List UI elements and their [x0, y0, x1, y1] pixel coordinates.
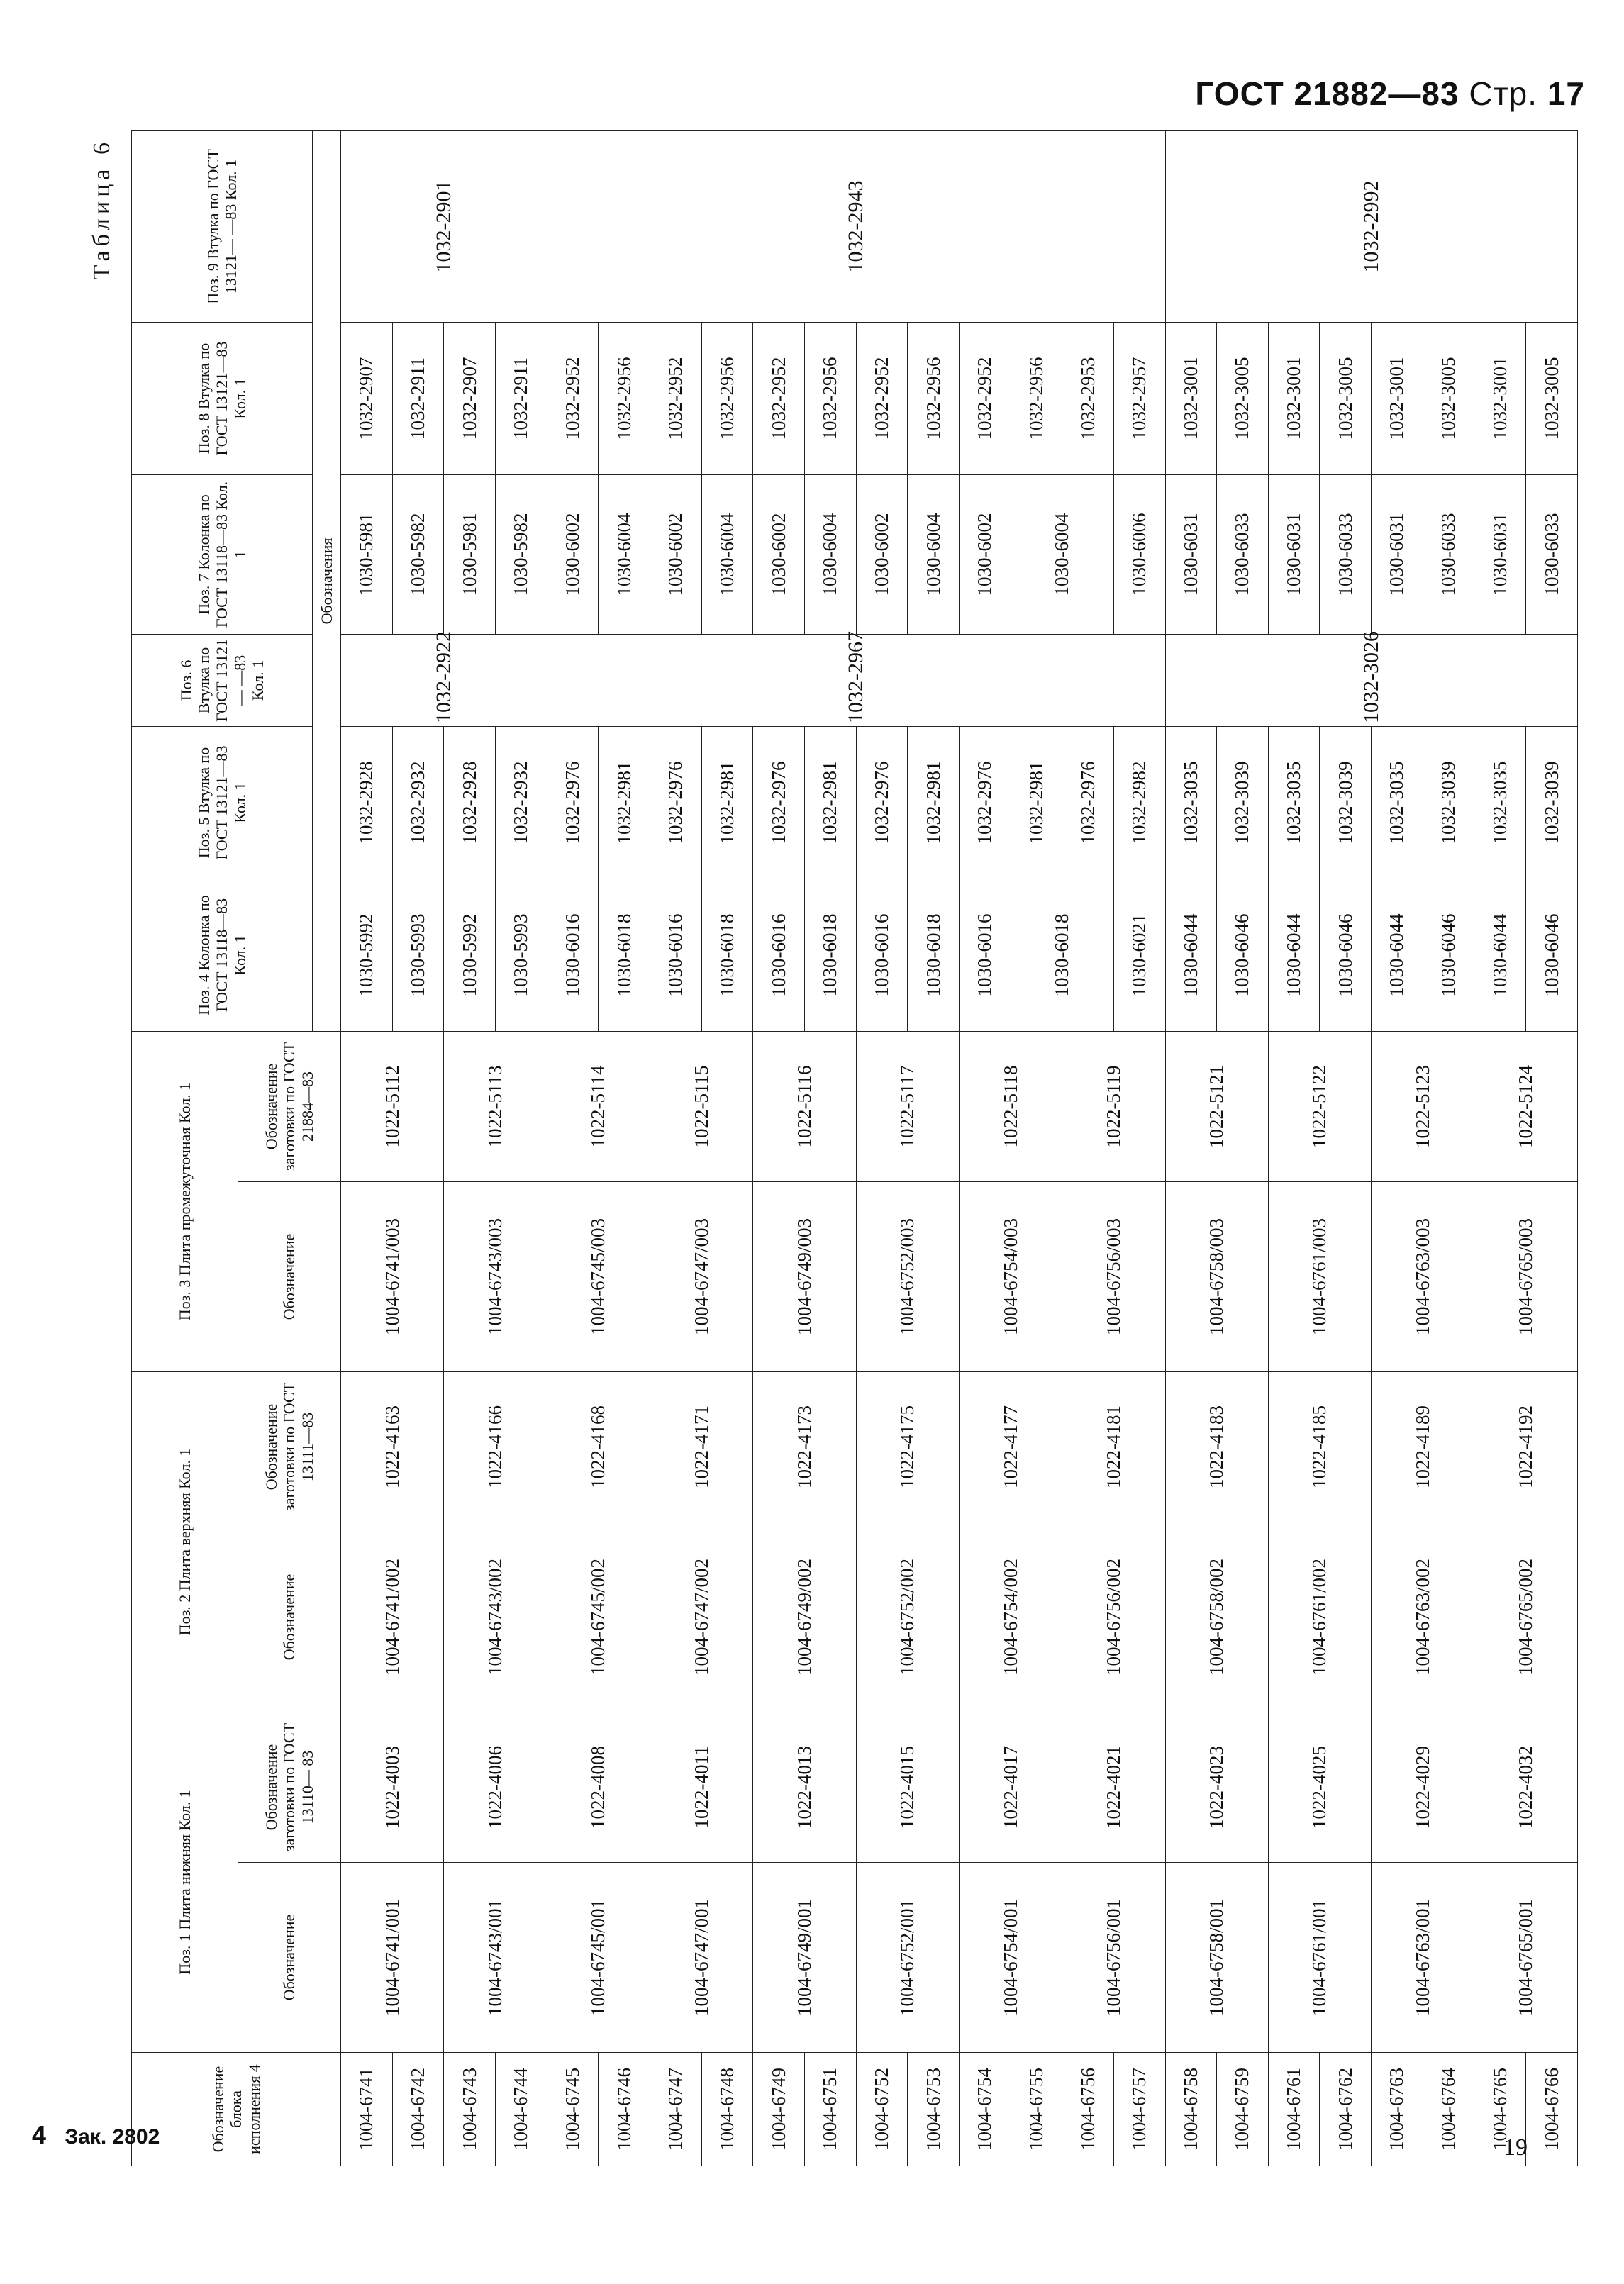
poz4-cell: 1030-6018	[1011, 879, 1113, 1031]
block-cell: 1004-6754	[959, 2053, 1011, 2166]
poz3-blank-cell: 1022-5117	[856, 1031, 959, 1181]
poz5-cell: 1032-2976	[650, 726, 701, 879]
poz1-blank-cell: 1022-4011	[650, 1712, 752, 1862]
poz4-cell: 1030-6044	[1372, 879, 1423, 1031]
poz2-designation-cell: 1004-6763/002	[1372, 1522, 1474, 1712]
poz4-cell: 1030-5992	[341, 879, 393, 1031]
table-row	[1062, 130, 1114, 2166]
poz2-designation-cell: 1004-6758/002	[1165, 1522, 1268, 1712]
poz2-blank-cell: 1022-4171	[650, 1371, 752, 1522]
poz3-designation-cell: 1004-6752/003	[856, 1181, 959, 1371]
poz1-blank-cell: 1022-4003	[341, 1712, 444, 1862]
poz1-designation-cell: 1004-6749/001	[753, 1863, 856, 2053]
poz4-cell: 1030-6018	[908, 879, 960, 1031]
poz3-designation-cell: 1004-6743/003	[444, 1181, 547, 1371]
poz2-blank-cell: 1022-4192	[1474, 1371, 1578, 1522]
rotated-page-content	[89, 131, 1585, 2166]
poz1-designation-cell: 1004-6763/001	[1372, 1863, 1474, 2053]
poz3-designation-cell: 1004-6749/003	[753, 1181, 856, 1371]
poz8-cell: 1032-2907	[444, 322, 496, 474]
poz8-cell: 1032-2956	[908, 322, 960, 474]
poz7-cell: 1030-6031	[1268, 474, 1320, 634]
poz2-blank-cell: 1022-4173	[753, 1371, 856, 1522]
block-cell: 1004-6759	[1217, 2053, 1269, 2166]
specification-table	[131, 130, 1578, 2166]
block-cell: 1004-6747	[650, 2053, 701, 2166]
poz1-blank-cell: 1022-4013	[753, 1712, 856, 1862]
poz8-cell: 1032-3005	[1320, 322, 1372, 474]
header-poz7: Поз. 7 Колонка по ГОСТ 13118—83 Кол. 1	[132, 474, 313, 634]
poz3-designation-cell: 1004-6758/003	[1165, 1181, 1268, 1371]
block-cell: 1004-6757	[1113, 2053, 1165, 2166]
poz2-designation-cell: 1004-6741/002	[341, 1522, 444, 1712]
poz8-cell: 1032-3005	[1217, 322, 1269, 474]
table-row	[341, 130, 393, 2166]
poz7-cell: 1030-5981	[444, 474, 496, 634]
header-poz2: Поз. 2 Плита верхняя Кол. 1	[132, 1371, 238, 1712]
block-cell: 1004-6763	[1372, 2053, 1423, 2166]
poz7-cell: 1030-6004	[1011, 474, 1113, 634]
poz7-cell: 1030-6033	[1217, 474, 1269, 634]
poz5-cell: 1032-3035	[1268, 726, 1320, 879]
header-poz3: Поз. 3 Плита промежуточная Кол. 1	[132, 1031, 238, 1371]
poz1-designation-cell: 1004-6761/001	[1268, 1863, 1371, 2053]
block-cell: 1004-6749	[753, 2053, 805, 2166]
block-cell: 1004-6766	[1526, 2053, 1578, 2166]
poz4-cell: 1030-6016	[650, 879, 701, 1031]
poz8-cell: 1032-2952	[547, 322, 599, 474]
header-poz1-designation: Обозначение	[238, 1863, 341, 2053]
poz4-cell: 1030-5993	[495, 879, 547, 1031]
poz8-cell: 1032-2956	[599, 322, 650, 474]
poz8-cell: 1032-2953	[1062, 322, 1114, 474]
poz7-cell: 1030-6006	[1113, 474, 1165, 634]
poz8-cell: 1032-3005	[1423, 322, 1474, 474]
poz1-designation-cell: 1004-6756/001	[1062, 1863, 1165, 2053]
poz3-blank-cell: 1022-5119	[1062, 1031, 1165, 1181]
poz2-designation-cell: 1004-6765/002	[1474, 1522, 1578, 1712]
poz1-blank-cell: 1022-4032	[1474, 1712, 1578, 1862]
poz5-cell: 1032-2928	[444, 726, 496, 879]
poz3-blank-cell: 1022-5112	[341, 1031, 444, 1181]
poz7-cell: 1030-6033	[1526, 474, 1578, 634]
poz3-blank-cell: 1022-5123	[1372, 1031, 1474, 1181]
poz7-cell: 1030-6004	[701, 474, 753, 634]
poz2-blank-cell: 1022-4189	[1372, 1371, 1474, 1522]
poz3-designation-cell: 1004-6745/003	[547, 1181, 650, 1371]
table-row	[1165, 130, 1217, 2166]
table-row	[753, 130, 805, 2166]
poz8-cell: 1032-2907	[341, 322, 393, 474]
poz7-cell: 1030-6004	[804, 474, 856, 634]
poz7-cell: 1030-6002	[753, 474, 805, 634]
poz5-cell: 1032-2981	[599, 726, 650, 879]
block-cell: 1004-6762	[1320, 2053, 1372, 2166]
poz6-merged-cell: 1032-2967	[547, 634, 1165, 726]
poz1-blank-cell: 1022-4006	[444, 1712, 547, 1862]
poz7-cell: 1030-6033	[1423, 474, 1474, 634]
poz3-blank-cell: 1022-5114	[547, 1031, 650, 1181]
poz2-designation-cell: 1004-6754/002	[959, 1522, 1062, 1712]
poz8-cell: 1032-3001	[1474, 322, 1526, 474]
poz5-cell: 1032-3039	[1423, 726, 1474, 879]
poz1-blank-cell: 1022-4029	[1372, 1712, 1474, 1862]
block-cell: 1004-6742	[392, 2053, 444, 2166]
table-row	[547, 130, 599, 2166]
header-poz5: Поз. 5 Втулка по ГОСТ 13121—83 Кол. 1	[132, 726, 313, 879]
header-block: Обозначение блока исполнения 4	[132, 2053, 341, 2166]
poz1-blank-cell: 1022-4023	[1165, 1712, 1268, 1862]
poz1-blank-cell: 1022-4025	[1268, 1712, 1371, 1862]
poz8-cell: 1032-2952	[856, 322, 908, 474]
poz7-cell: 1030-6031	[1165, 474, 1217, 634]
poz4-cell: 1030-6046	[1320, 879, 1372, 1031]
poz4-cell: 1030-6021	[1113, 879, 1165, 1031]
poz1-designation-cell: 1004-6743/001	[444, 1863, 547, 2053]
poz7-cell: 1030-6002	[650, 474, 701, 634]
poz3-designation-cell: 1004-6763/003	[1372, 1181, 1474, 1371]
poz5-cell: 1032-3039	[1526, 726, 1578, 879]
poz3-blank-cell: 1022-5115	[650, 1031, 752, 1181]
poz2-blank-cell: 1022-4163	[341, 1371, 444, 1522]
block-cell: 1004-6761	[1268, 2053, 1320, 2166]
header-poz4: Поз. 4 Колонка по ГОСТ 13118—83 Кол. 1	[132, 879, 313, 1031]
poz4-cell: 1030-6016	[959, 879, 1011, 1031]
poz9-merged-cell: 1032-2992	[1165, 130, 1578, 322]
poz2-blank-cell: 1022-4181	[1062, 1371, 1165, 1522]
header-poz6: Поз. 6 Втулка по ГОСТ 13121— —83 Кол. 1	[132, 634, 313, 726]
block-cell: 1004-6745	[547, 2053, 599, 2166]
footer-order: Зак. 2802	[65, 2125, 160, 2149]
poz4-cell: 1030-6018	[599, 879, 650, 1031]
poz4-cell: 1030-6018	[701, 879, 753, 1031]
poz4-cell: 1030-6044	[1474, 879, 1526, 1031]
poz4-cell: 1030-6046	[1423, 879, 1474, 1031]
block-cell: 1004-6751	[804, 2053, 856, 2166]
poz2-designation-cell: 1004-6747/002	[650, 1522, 752, 1712]
poz5-cell: 1032-3039	[1320, 726, 1372, 879]
poz9-merged-cell: 1032-2943	[547, 130, 1165, 322]
poz5-cell: 1032-2976	[1062, 726, 1114, 879]
table-row	[1268, 130, 1320, 2166]
page-label: Стр.	[1469, 75, 1538, 112]
table-row	[1372, 130, 1423, 2166]
header-designations-group: Обозначения	[313, 130, 341, 1031]
footer-sheet-number: 4	[32, 2120, 47, 2149]
table-row	[856, 130, 908, 2166]
poz3-designation-cell: 1004-6756/003	[1062, 1181, 1165, 1371]
poz3-blank-cell: 1022-5118	[959, 1031, 1062, 1181]
rotated-table-area	[89, 131, 1585, 2166]
header-poz3-designation: Обозначение	[238, 1181, 341, 1371]
poz5-cell: 1032-2928	[341, 726, 393, 879]
poz7-cell: 1030-6004	[599, 474, 650, 634]
poz2-blank-cell: 1022-4166	[444, 1371, 547, 1522]
table-body	[341, 130, 1578, 2166]
poz7-cell: 1030-6004	[908, 474, 960, 634]
block-cell: 1004-6758	[1165, 2053, 1217, 2166]
poz4-cell: 1030-5992	[444, 879, 496, 1031]
poz7-cell: 1030-5982	[495, 474, 547, 634]
poz2-designation-cell: 1004-6752/002	[856, 1522, 959, 1712]
poz8-cell: 1032-2957	[1113, 322, 1165, 474]
poz7-cell: 1030-6002	[959, 474, 1011, 634]
poz6-merged-cell: 1032-3026	[1165, 634, 1578, 726]
poz7-cell: 1030-5982	[392, 474, 444, 634]
poz1-blank-cell: 1022-4021	[1062, 1712, 1165, 1862]
poz4-cell: 1030-6044	[1165, 879, 1217, 1031]
poz7-cell: 1030-6031	[1474, 474, 1526, 634]
block-cell: 1004-6741	[341, 2053, 393, 2166]
poz5-cell: 1032-2981	[701, 726, 753, 879]
poz8-cell: 1032-2952	[753, 322, 805, 474]
poz8-cell: 1032-3001	[1372, 322, 1423, 474]
table-row	[650, 130, 701, 2166]
poz4-cell: 1030-6016	[856, 879, 908, 1031]
header-poz2-blank: Обозначение заготовки по ГОСТ 13111—83	[238, 1371, 341, 1522]
poz5-cell: 1032-3035	[1165, 726, 1217, 879]
poz3-blank-cell: 1022-5124	[1474, 1031, 1578, 1181]
header-poz2-designation: Обозначение	[238, 1522, 341, 1712]
poz8-cell: 1032-2952	[959, 322, 1011, 474]
table-row	[1474, 130, 1526, 2166]
page-number: 17	[1547, 75, 1585, 112]
poz5-cell: 1032-2932	[495, 726, 547, 879]
poz5-cell: 1032-3035	[1474, 726, 1526, 879]
poz1-designation-cell: 1004-6765/001	[1474, 1863, 1578, 2053]
poz5-cell: 1032-2976	[856, 726, 908, 879]
table-row	[444, 130, 496, 2166]
footer-left	[32, 2120, 160, 2150]
poz1-blank-cell: 1022-4015	[856, 1712, 959, 1862]
poz8-cell: 1032-3001	[1268, 322, 1320, 474]
poz2-blank-cell: 1022-4183	[1165, 1371, 1268, 1522]
poz7-cell: 1030-5981	[341, 474, 393, 634]
poz7-cell: 1030-6031	[1372, 474, 1423, 634]
poz5-cell: 1032-2981	[804, 726, 856, 879]
poz6-merged-cell: 1032-2922	[341, 634, 547, 726]
poz8-cell: 1032-2911	[392, 322, 444, 474]
poz4-cell: 1030-6044	[1268, 879, 1320, 1031]
header-poz9: Поз. 9 Втулка по ГОСТ 13121— —83 Кол. 1	[132, 130, 313, 322]
poz5-cell: 1032-2932	[392, 726, 444, 879]
header-poz1-blank: Обозначение заготовки по ГОСТ 13110— 83	[238, 1712, 341, 1862]
block-cell: 1004-6744	[495, 2053, 547, 2166]
poz1-blank-cell: 1022-4017	[959, 1712, 1062, 1862]
poz1-designation-cell: 1004-6752/001	[856, 1863, 959, 2053]
poz4-cell: 1030-5993	[392, 879, 444, 1031]
poz3-designation-cell: 1004-6747/003	[650, 1181, 752, 1371]
block-cell: 1004-6746	[599, 2053, 650, 2166]
poz8-cell: 1032-2911	[495, 322, 547, 474]
poz8-cell: 1032-2956	[701, 322, 753, 474]
poz3-designation-cell: 1004-6754/003	[959, 1181, 1062, 1371]
block-cell: 1004-6765	[1474, 2053, 1526, 2166]
poz8-cell: 1032-3001	[1165, 322, 1217, 474]
table-row	[959, 130, 1011, 2166]
poz5-cell: 1032-2976	[959, 726, 1011, 879]
poz3-designation-cell: 1004-6741/003	[341, 1181, 444, 1371]
footer-page-number: 19	[1503, 2134, 1528, 2161]
poz3-designation-cell: 1004-6765/003	[1474, 1181, 1578, 1371]
poz5-cell: 1032-2981	[908, 726, 960, 879]
poz3-blank-cell: 1022-5122	[1268, 1031, 1371, 1181]
block-cell: 1004-6743	[444, 2053, 496, 2166]
poz5-cell: 1032-2981	[1011, 726, 1062, 879]
poz2-designation-cell: 1004-6756/002	[1062, 1522, 1165, 1712]
poz8-cell: 1032-2952	[650, 322, 701, 474]
poz2-blank-cell: 1022-4177	[959, 1371, 1062, 1522]
poz2-designation-cell: 1004-6745/002	[547, 1522, 650, 1712]
poz5-cell: 1032-3035	[1372, 726, 1423, 879]
poz1-designation-cell: 1004-6745/001	[547, 1863, 650, 2053]
poz2-designation-cell: 1004-6749/002	[753, 1522, 856, 1712]
poz2-blank-cell: 1022-4185	[1268, 1371, 1371, 1522]
block-cell: 1004-6764	[1423, 2053, 1474, 2166]
poz7-cell: 1030-6033	[1320, 474, 1372, 634]
poz8-cell: 1032-2956	[1011, 322, 1062, 474]
poz5-cell: 1032-2976	[547, 726, 599, 879]
standard-number: ГОСТ 21882—83	[1195, 75, 1459, 112]
poz3-blank-cell: 1022-5113	[444, 1031, 547, 1181]
table-caption: Таблица 6	[89, 138, 115, 280]
header-poz1: Поз. 1 Плита нижняя Кол. 1	[132, 1712, 238, 2052]
block-cell: 1004-6753	[908, 2053, 960, 2166]
block-cell: 1004-6752	[856, 2053, 908, 2166]
poz1-designation-cell: 1004-6754/001	[959, 1863, 1062, 2053]
poz2-blank-cell: 1022-4175	[856, 1371, 959, 1522]
block-cell: 1004-6755	[1011, 2053, 1062, 2166]
page-header	[1195, 74, 1585, 113]
poz2-designation-cell: 1004-6743/002	[444, 1522, 547, 1712]
poz8-cell: 1032-2956	[804, 322, 856, 474]
poz1-designation-cell: 1004-6758/001	[1165, 1863, 1268, 2053]
poz4-cell: 1030-6046	[1526, 879, 1578, 1031]
poz4-cell: 1030-6016	[753, 879, 805, 1031]
poz2-blank-cell: 1022-4168	[547, 1371, 650, 1522]
block-cell: 1004-6748	[701, 2053, 753, 2166]
poz3-blank-cell: 1022-5121	[1165, 1031, 1268, 1181]
poz2-designation-cell: 1004-6761/002	[1268, 1522, 1371, 1712]
poz1-designation-cell: 1004-6747/001	[650, 1863, 752, 2053]
poz7-cell: 1030-6002	[856, 474, 908, 634]
poz9-merged-cell: 1032-2901	[341, 130, 547, 322]
poz7-cell: 1030-6002	[547, 474, 599, 634]
header-poz8: Поз. 8 Втулка по ГОСТ 13121—83 Кол. 1	[132, 322, 313, 474]
poz5-cell: 1032-3039	[1217, 726, 1269, 879]
poz3-blank-cell: 1022-5116	[753, 1031, 856, 1181]
poz8-cell: 1032-3005	[1526, 322, 1578, 474]
poz4-cell: 1030-6018	[804, 879, 856, 1031]
poz1-designation-cell: 1004-6741/001	[341, 1863, 444, 2053]
header-poz3-blank: Обозначение заготовки по ГОСТ 21884—83	[238, 1031, 341, 1181]
poz3-designation-cell: 1004-6761/003	[1268, 1181, 1371, 1371]
block-cell: 1004-6756	[1062, 2053, 1114, 2166]
poz5-cell: 1032-2976	[753, 726, 805, 879]
poz4-cell: 1030-6046	[1217, 879, 1269, 1031]
poz1-blank-cell: 1022-4008	[547, 1712, 650, 1862]
poz4-cell: 1030-6016	[547, 879, 599, 1031]
poz5-cell: 1032-2982	[1113, 726, 1165, 879]
